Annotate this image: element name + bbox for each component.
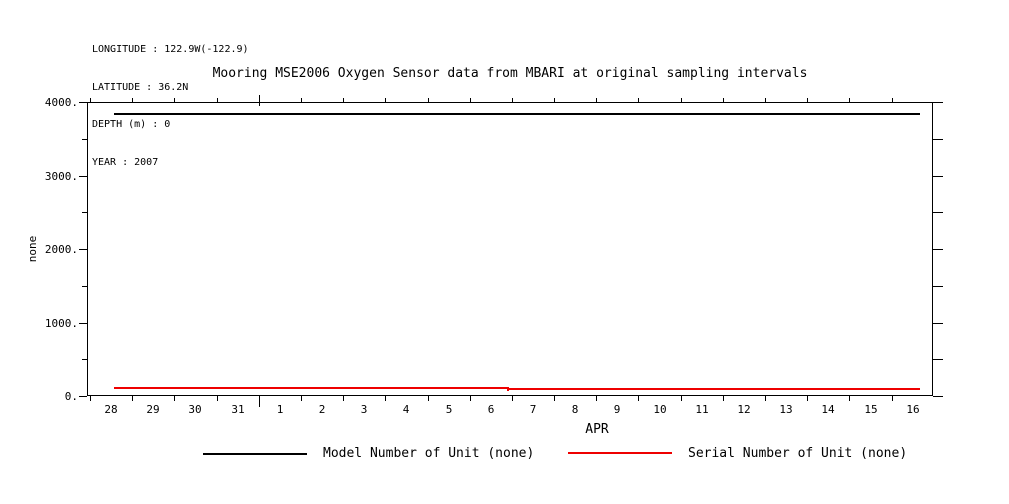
meta-year: YEAR : 2007	[92, 156, 159, 168]
x-day-tick-top	[849, 98, 850, 102]
x-month-tick-top	[259, 95, 260, 106]
y-tick-label: 4000.	[44, 96, 78, 109]
x-day-tick-bottom	[132, 396, 133, 401]
y-minor-tick	[82, 359, 87, 360]
data-line-serial	[114, 387, 507, 389]
x-day-label: 4	[402, 403, 410, 416]
y-right-tick	[933, 359, 943, 360]
y-tick-label: 2000.	[44, 243, 78, 256]
x-day-label: 28	[104, 403, 118, 416]
y-minor-tick	[82, 212, 87, 213]
x-day-tick-bottom	[385, 396, 386, 401]
x-day-label: 7	[529, 403, 537, 416]
x-day-label: 1	[276, 403, 284, 416]
x-day-label: 3	[360, 403, 368, 416]
x-day-tick-bottom	[428, 396, 429, 401]
x-day-tick-top	[428, 98, 429, 102]
x-day-tick-top	[512, 98, 513, 102]
x-day-tick-bottom	[174, 396, 175, 401]
x-day-tick-top	[892, 98, 893, 102]
x-day-tick-bottom	[470, 396, 471, 401]
x-day-label: 12	[737, 403, 751, 416]
x-day-tick-bottom	[765, 396, 766, 401]
y-right-tick	[933, 102, 943, 103]
y-major-tick	[79, 176, 87, 177]
y-major-tick	[79, 102, 87, 103]
x-day-label: 13	[779, 403, 793, 416]
x-day-tick-bottom	[596, 396, 597, 401]
x-day-tick-bottom	[217, 396, 218, 401]
x-day-label: 14	[821, 403, 835, 416]
legend-label-serial: Serial Number of Unit (none)	[688, 446, 908, 461]
x-day-tick-top	[132, 98, 133, 102]
meta-depth: DEPTH (m) : 0	[92, 119, 171, 130]
y-major-tick	[79, 396, 87, 397]
x-day-tick-top	[596, 98, 597, 102]
y-minor-tick	[82, 139, 87, 140]
x-day-label: 31	[231, 403, 245, 416]
legend-line-serial	[568, 452, 672, 454]
x-day-label: 30	[188, 403, 202, 416]
x-day-tick-bottom	[90, 396, 91, 401]
x-day-label: 2	[318, 403, 326, 416]
x-day-tick-top	[681, 98, 682, 102]
x-day-label: 8	[571, 403, 579, 416]
meta-latitude: LATITUDE : 36.2N	[92, 81, 189, 93]
x-day-label: 11	[695, 403, 709, 416]
x-day-tick-bottom	[849, 396, 850, 401]
x-day-tick-top	[807, 98, 808, 102]
y-right-tick	[933, 396, 943, 397]
plot-area	[87, 102, 933, 396]
y-right-tick	[933, 323, 943, 324]
legend-line-model	[203, 453, 307, 455]
x-day-tick-top	[638, 98, 639, 102]
x-day-tick-top	[723, 98, 724, 102]
x-day-tick-top	[174, 98, 175, 102]
x-day-label: 16	[906, 403, 920, 416]
x-day-label: 6	[487, 403, 495, 416]
x-day-tick-bottom	[512, 396, 513, 401]
x-day-label: 29	[146, 403, 160, 416]
y-tick-label: 0.	[64, 390, 78, 403]
x-day-tick-top	[217, 98, 218, 102]
x-day-tick-bottom	[554, 396, 555, 401]
y-right-tick	[933, 212, 943, 213]
data-line-model	[114, 113, 920, 115]
x-day-tick-top	[343, 98, 344, 102]
meta-longitude: LONGITUDE : 122.9W(-122.9)	[92, 44, 249, 55]
y-major-tick	[79, 249, 87, 250]
y-axis-label: none	[25, 235, 39, 263]
x-axis-month-label: APR	[585, 422, 609, 437]
y-tick-label: 1000.	[44, 317, 78, 330]
x-day-tick-bottom	[343, 396, 344, 401]
x-day-tick-top	[470, 98, 471, 102]
data-line-serial	[507, 388, 920, 390]
y-minor-tick	[82, 286, 87, 287]
x-day-tick-top	[385, 98, 386, 102]
x-day-tick-bottom	[681, 396, 682, 401]
y-right-tick	[933, 249, 943, 250]
x-day-tick-bottom	[638, 396, 639, 401]
legend-label-model: Model Number of Unit (none)	[323, 446, 535, 461]
y-right-tick	[933, 139, 943, 140]
x-day-tick-bottom	[892, 396, 893, 401]
x-day-tick-bottom	[723, 396, 724, 401]
x-day-tick-top	[301, 98, 302, 102]
x-day-tick-top	[554, 98, 555, 102]
y-tick-label: 3000.	[44, 170, 78, 183]
y-major-tick	[79, 323, 87, 324]
x-day-tick-top	[765, 98, 766, 102]
x-day-label: 10	[653, 403, 667, 416]
x-day-tick-bottom	[807, 396, 808, 401]
x-day-label: 9	[613, 403, 621, 416]
x-day-tick-top	[90, 98, 91, 102]
chart-title: Mooring MSE2006 Oxygen Sensor data from MBARI at original sampling intervals	[212, 66, 808, 81]
y-right-tick	[933, 286, 943, 287]
y-right-tick	[933, 176, 943, 177]
x-day-label: 5	[445, 403, 453, 416]
x-day-tick-bottom	[301, 396, 302, 401]
x-day-label: 15	[864, 403, 878, 416]
